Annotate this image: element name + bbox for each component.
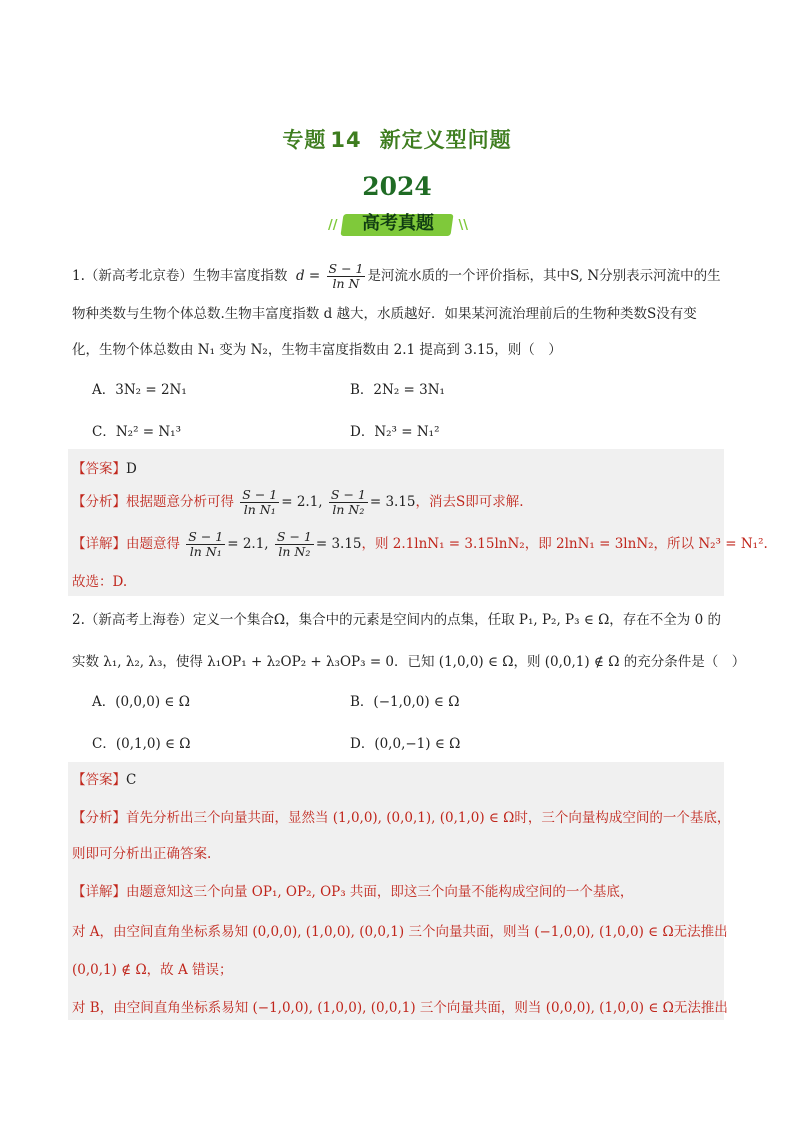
q2-detail-line4: 对 B，由空间直角坐标系易知 (−1,0,0), (1,0,0), (0,0,1) 三个向量共面，则当 (0,0,0), (1,0,0) ∈ Ω无法推出 [72, 1000, 728, 1016]
q2-detail-line2: 对 A，由空间直角坐标系易知 (0,0,0), (1,0,0), (0,0,1) 三个向量共面，则当 (−1,0,0), (1,0,0) ∈ Ω无法推出 [72, 924, 728, 940]
q1-answer: 【答案】D [72, 461, 137, 477]
q2-line2: 实数 λ₁, λ₂, λ₃，使得 λ₁OP₁ + λ₂OP₂ + λ₃OP₃ = 0．已知 (1,0,0) ∈ Ω，则 (0,0,1) ∉ Ω 的充分条件是（ ） [72, 654, 746, 670]
q1-line2: 物种类数与生物个体总数.生物丰富度指数 d 越大，水质越好．如果某河流治理前后的生物种类数S没有变 [72, 306, 697, 322]
q1-solution-box [68, 449, 724, 596]
q1-formula: $\frac{S - 1}{\text{ln N}}$ [328, 261, 364, 291]
q1-option-b: B．2N₂ = 3N₁ [350, 382, 445, 398]
title-prefix: 专题 [282, 128, 327, 152]
section-banner [328, 208, 468, 238]
q1-line1 [72, 262, 721, 291]
page-title [0, 124, 794, 154]
q1-option-a: A．3N₂ = 2N₁ [92, 382, 187, 398]
q2-analysis-line2: 则即可分析出正确答案. [72, 846, 212, 862]
q2-analysis-line1: 【分析】首先分析出三个向量共面，显然当 (1,0,0), (0,0,1), (0,1,0) ∈ Ω时，三个向量构成空间的一个基底， [72, 810, 731, 826]
q1-formula-lhs: d = [295, 268, 321, 284]
q2-option-c: C．(0,1,0) ∈ Ω [92, 736, 191, 752]
banner-slash-right-icon: \\ [458, 218, 468, 233]
q1-detail-conclusion: 故选：D. [72, 574, 128, 590]
year-heading: 2024 [362, 172, 432, 201]
q2-option-a: A．(0,0,0) ∈ Ω [92, 694, 190, 710]
q2-detail-line3: (0,0,1) ∉ Ω，故 A 错误； [72, 962, 233, 978]
banner-label: 高考真题 [362, 213, 434, 234]
q1-text-a: 生物丰富度指数 [192, 268, 288, 284]
q2-option-d: D．(0,0,−1) ∈ Ω [350, 736, 461, 752]
banner-slash-left-icon: // [328, 218, 338, 233]
q1-detail: 【详解】由题意得 $\frac{S - 1}{\text{ln N₁}}$ = 2.1, $\frac{S - 1}{\text{ln N₂}}$ = 3.15，则 2.1lnN₁ = 3.15lnN₂，即 2lnN₁ = 3lnN₂，所以 N₂³ = N₁². [72, 529, 768, 559]
q1-line3: 化，生物个体总数由 N₁ 变为 N₂，生物丰富度指数由 2.1 提高到 3.15，则（ ） [72, 342, 562, 358]
q1-source: （新高考北京卷） [84, 268, 193, 284]
q2-detail-line1: 【详解】由题意知这三个向量 OP₁, OP₂, OP₃ 共面，即这三个向量不能构成空间的一个基底， [72, 884, 634, 900]
title-number: 14 [330, 128, 362, 152]
q2-answer: 【答案】C [72, 772, 137, 788]
title-text: 新定义型问题 [379, 128, 512, 152]
q1-text-b: 是河流水质的一个评价指标，其中S, N分别表示河流中的生 [367, 268, 721, 284]
q1-analysis: 【分析】根据题意分析可得 $\frac{S - 1}{\text{ln N₁}}$ = 2.1, $\frac{S - 1}{\text{ln N₂}}$ = 3.15，消去S即可求解. [72, 487, 524, 517]
q1-option-d: D．N₂³ = N₁² [350, 424, 440, 440]
q1-option-c: C．N₂² = N₁³ [92, 424, 182, 440]
q2-line1: 2.（新高考上海卷）定义一个集合Ω，集合中的元素是空间内的点集，任取 P₁, P₂, P₃ ∈ Ω，存在不全为 0 的 [72, 612, 721, 628]
q2-option-b: B．(−1,0,0) ∈ Ω [350, 694, 460, 710]
q1-number: 1. [72, 268, 85, 284]
